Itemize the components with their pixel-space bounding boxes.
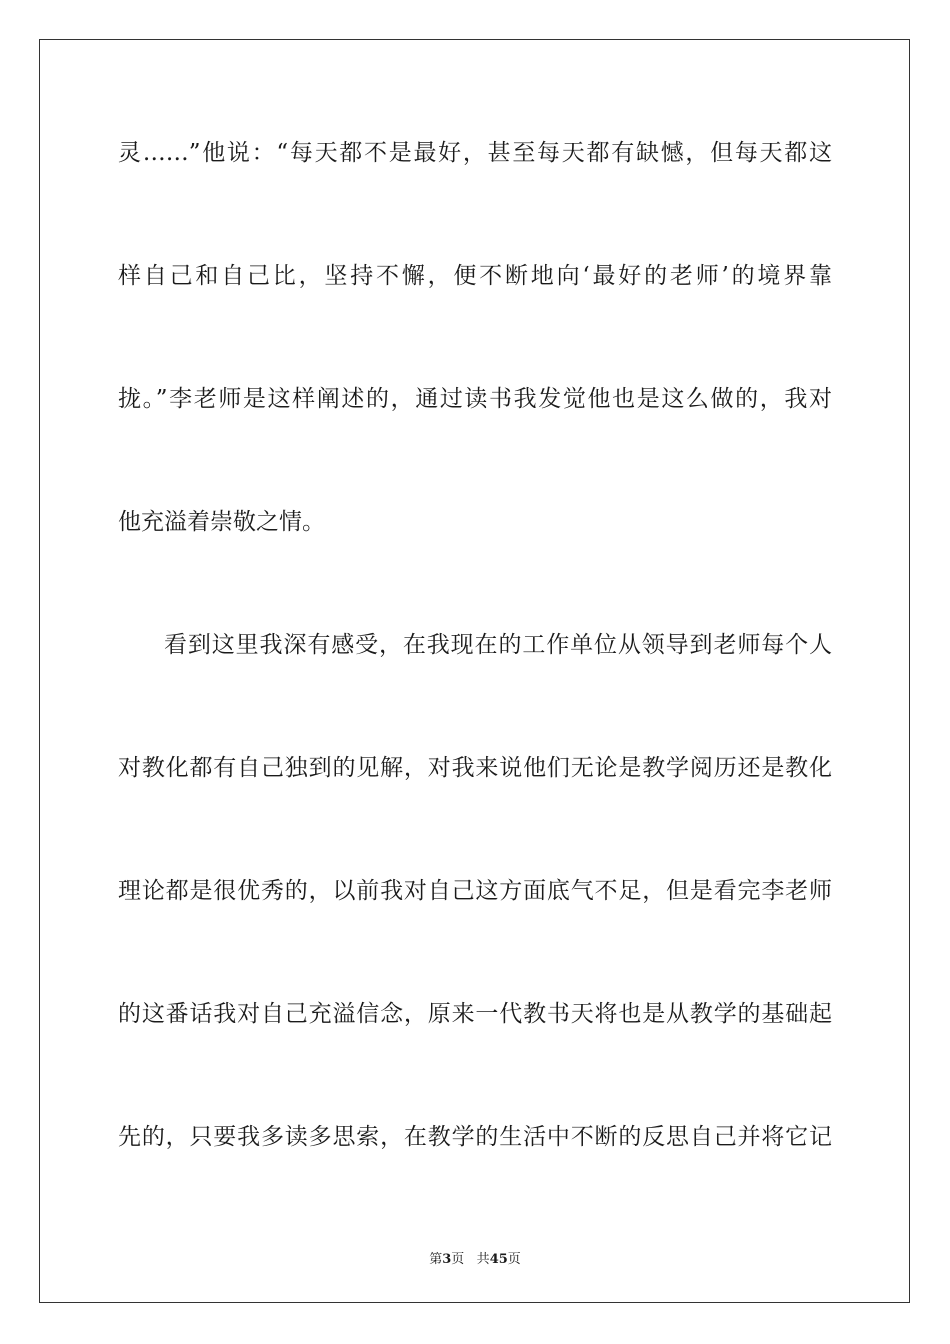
body-line-9: 先的，只要我多读多思索，在教学的生活中不断的反思自己并将它记 [118, 1124, 832, 1150]
total-pages: 45 [489, 1252, 508, 1267]
total-prefix: 共 [476, 1252, 490, 1267]
page-footer [0, 1248, 950, 1267]
body-line-5: 看到这里我深有感受，在我现在的工作单位从领导到老师每个人 [164, 632, 832, 658]
body-line-2: 样自己和自己比，坚持不懈，便不断地向‘最好的老师’的境界靠 [118, 263, 832, 289]
body-line-7: 理论都是很优秀的，以前我对自己这方面底气不足，但是看完李老师 [118, 878, 832, 904]
body-line-6: 对教化都有自己独到的见解，对我来说他们无论是教学阅历还是教化 [118, 755, 832, 781]
page-number: 3 [442, 1252, 452, 1267]
page-prefix: 第 [429, 1252, 443, 1267]
body-line-8: 的这番话我对自己充溢信念，原来一代教书天将也是从教学的基础起 [118, 1001, 832, 1027]
body-line-3: 拢。”李老师是这样阐述的，通过读书我发觉他也是这么做的，我对 [118, 386, 832, 412]
body-line-4: 他充溢着崇敬之情。 [118, 509, 325, 535]
page-suffix: 页 [451, 1252, 465, 1267]
page-border [39, 39, 910, 1303]
body-line-1: 灵……”他说：“每天都不是最好，甚至每天都有缺憾，但每天都这 [118, 140, 832, 166]
total-suffix: 页 [507, 1252, 521, 1267]
